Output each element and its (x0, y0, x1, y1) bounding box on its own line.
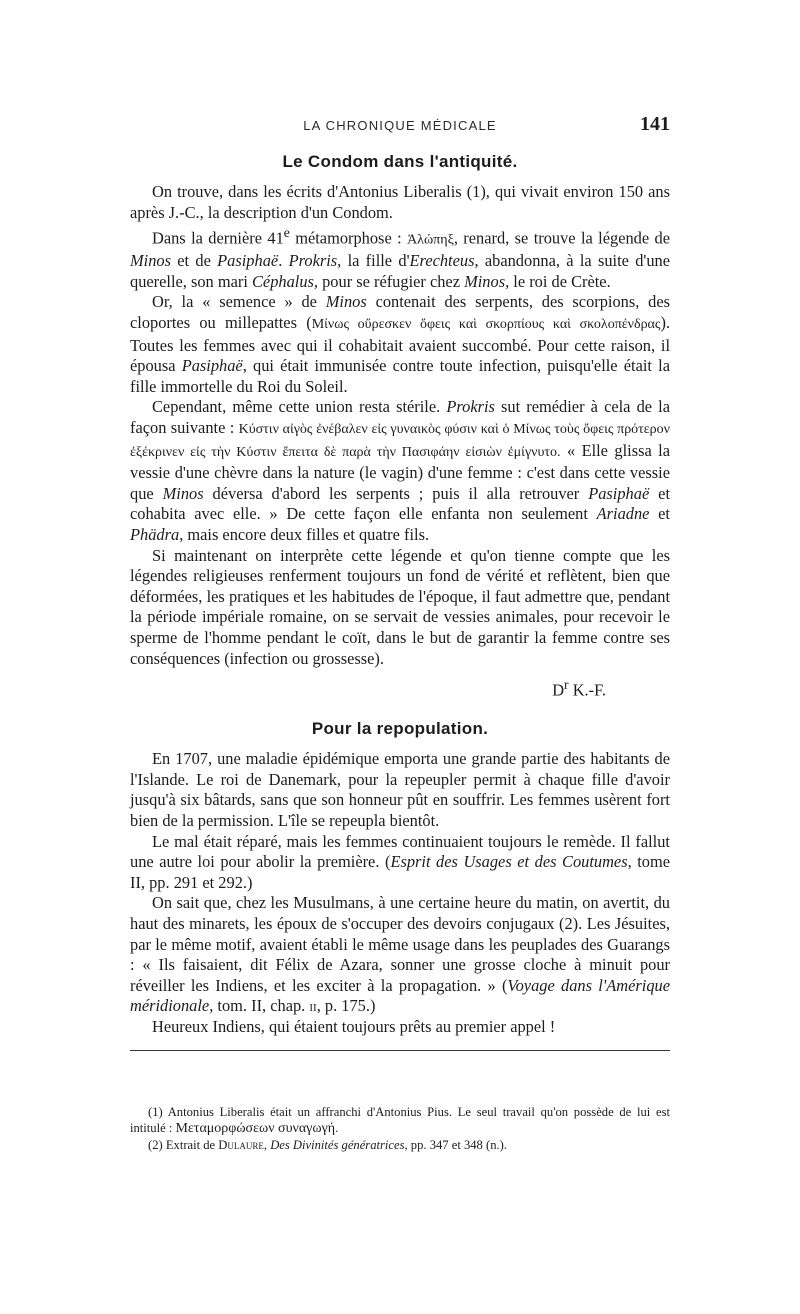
text-run: On trouve, dans les écrits d'Antonius Liberalis (1), qui vivait environ 150 ans après J.-C., la description d'un Condom. (130, 182, 670, 222)
italic-name: Minos (130, 251, 171, 271)
article2-paragraph-2 (130, 832, 670, 894)
article2-paragraph-4 (130, 1017, 670, 1038)
italic-citation: Esprit des Usages et des Coutumes (390, 852, 628, 872)
article1-paragraph-2 (130, 223, 670, 292)
greek-text: Ἀλώπηξ (407, 232, 454, 248)
italic-name: Minos (162, 483, 204, 503)
page-header (130, 113, 670, 138)
small-caps-text: Dulaure (218, 1138, 264, 1152)
italic-name: Prokris (446, 397, 495, 417)
greek-text: Κύστιν αἰγὸς ἐνέβαλεν εἰς γυναικὸς φύσιν καὶ ὁ Μίνως τοὺς ὄφεις πρότερον ἐξέκρινεν εἰς τὴν Κύστιν ἔπειτα δὲ παρὰ τὴν Πασιφάην εἰσιὼν ἐμίγνυτο. (130, 422, 670, 460)
italic-name: Ariadne (596, 504, 650, 524)
text-run: , renard, se trouve la légende de (453, 228, 670, 248)
article2-paragraph-1 (130, 749, 670, 831)
text-run: métamorphose : (289, 228, 408, 248)
small-caps-text: ii (309, 996, 317, 1016)
article-title-repopulation: Pour la repopulation. (311, 719, 489, 739)
italic-name: Céphalus (251, 271, 314, 291)
superscript: r (564, 677, 569, 693)
text-run: « Elle glissa la vessie d'une chèvre dans la nature (le vagin) d'une femme : c'est dans cette vessie que (130, 440, 670, 503)
text-run: On sait que, chez les Musulmans, à une certaine heure du matin, on avertit, du haut des minarets, les époux de s'occuper des devoirs conjugaux (2). Les Jésuites, par le même motif, avaient établi le même usage dans les peuplades des Guarangs : « Ils faisaient, dit Félix de Azara, sonner une grosse cloche à minuit pour réveiller les Indiens, et les exciter à la propagation. » ( (130, 893, 670, 995)
author-signature (130, 675, 670, 701)
article1-paragraph-5 (130, 546, 670, 670)
article2-paragraph-3 (130, 893, 670, 1017)
footnotes (130, 1104, 670, 1153)
italic-name: Prokris (288, 251, 338, 271)
text-run: . (278, 251, 289, 271)
text-run: Or, la « semence » de (152, 292, 326, 312)
greek-text: Μίνως οὔρεσκεν ὄφεις καὶ σκορπίους καὶ σκολοπένδρας (311, 317, 661, 333)
text-run: (2) Extrait de (148, 1138, 219, 1152)
text-run: et (649, 504, 670, 524)
text-run: ). Toutes les femmes avec qui il cohabitait avaient succombé. Pour cette raison, il épousa (130, 313, 670, 376)
page-number: 141 (640, 113, 670, 135)
footnote-1 (130, 1104, 670, 1137)
text-run: (1) Antonius Liberalis était un affranchi d'Antonius Pius. Le seul travail qu'on possède de lui est intitulé : (130, 1105, 670, 1135)
text-run: , tom. II, chap. (209, 996, 310, 1016)
text-run: et cohabita avec elle. » De cette façon elle enfanta non seulement (130, 483, 671, 524)
text-run: Si maintenant on interprète cette légende et qu'on tienne compte que les légendes religieuses renferment toujours un fond de vérité et reflètent, bien que déformées, les pratiques et les habitudes de l'époque, il faut admettre que, pendant la période impériale romaine, on se servait de vessies animales, pour recevoir le sperme de l'homme pendant le coït, dans le but de garantir la femme contre ses conséquences (infection ou grossesse). (130, 545, 670, 668)
text-run: . (335, 1121, 339, 1135)
running-title: LA CHRONIQUE MÉDICALE (303, 118, 497, 133)
text-run: déversa d'abord les serpents ; puis il alla retrouver (203, 483, 589, 503)
text-run: , abandonna, à la suite d'une querelle, son mari (130, 251, 671, 291)
page-body (130, 148, 670, 1059)
italic-name: Minos (325, 292, 367, 312)
text-run: D (552, 680, 565, 700)
article1-paragraph-1 (130, 182, 670, 223)
text-run: , (263, 1138, 271, 1152)
text-run: En 1707, une maladie épidémique emporta une grande partie des habitants de l'Islande. Le roi de Danemark, pour la repeupler permit à chaque fille d'avoir jusqu'à six bâtards, sans que son honneur pût en souffrir. Les femmes usèrent fort bien de la permission. L'île se repeupla bientôt. (130, 749, 670, 830)
text-run: contenait des serpents, des scorpions, des cloportes ou millepattes ( (130, 292, 671, 333)
italic-citation: Des Divinités génératrices (270, 1138, 405, 1152)
text-run: Le mal était réparé, mais les femmes continuaient toujours le remède. Il fallut une autre loi pour abolir la première. ( (130, 831, 670, 872)
article-title-condom: Le Condom dans l'antiquité. (282, 152, 518, 171)
text-run: , pp. 347 et 348 (n.). (404, 1138, 507, 1152)
italic-name: Pasiphaë (181, 356, 243, 376)
italic-citation: Voyage dans l'Amérique méridionale (130, 975, 670, 1016)
text-run: , le roi de Crète. (505, 271, 611, 291)
text-run: , tome II, pp. 291 et 292.) (130, 852, 670, 892)
italic-name: Pasiphaë (217, 251, 279, 271)
text-run: Heureux Indiens, qui étaient toujours prêts au premier appel ! (152, 1016, 556, 1036)
text-run: Cependant, même cette union resta stérile. (152, 397, 447, 417)
text-run: Dans la dernière 41 (152, 228, 284, 248)
text-run: , p. 175.) (316, 996, 376, 1016)
article1-paragraph-4 (130, 397, 670, 545)
text-run: sut remédier à cela de la façon suivante : (130, 397, 670, 437)
superscript: e (283, 225, 290, 241)
article1-paragraph-3 (130, 292, 670, 397)
greek-text: Μεταμορφώσεων συναγωγή (175, 1121, 336, 1136)
text-run: , mais encore deux filles et quatre fils. (179, 524, 430, 544)
italic-name: Minos (464, 271, 506, 291)
footnote-2 (130, 1137, 670, 1153)
text-run: , la fille d' (337, 251, 410, 271)
text-run: , pour se réfugier chez (313, 271, 465, 291)
text-run: , qui était immunisée contre toute infection, puisqu'elle était la fille immortelle du Roi du Soleil. (130, 356, 670, 396)
italic-name: Erechteus (409, 251, 475, 271)
italic-name: Pasiphaë (588, 483, 650, 503)
text-run: et de (170, 251, 218, 271)
italic-name: Phädra (130, 524, 180, 544)
text-run: K.-F. (568, 680, 606, 700)
footnote-divider (130, 1050, 670, 1051)
